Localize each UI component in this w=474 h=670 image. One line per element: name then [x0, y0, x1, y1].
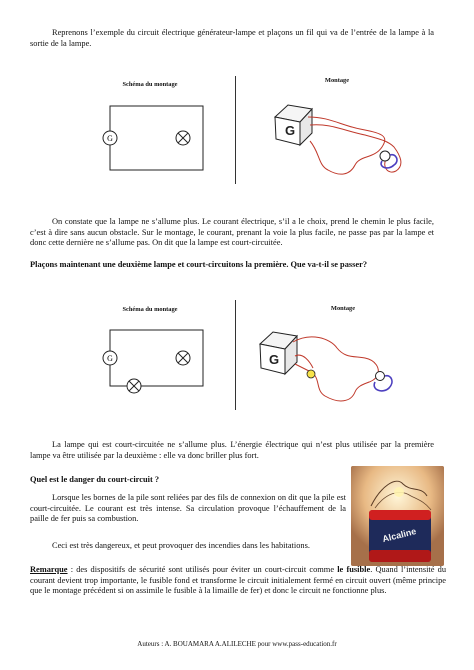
fuse-term: le fusible [337, 565, 371, 574]
fig1-circuit-schematic [90, 100, 220, 180]
fig2-divider [235, 300, 236, 410]
remark-text-after: . Quand l’intensité du courant devient trop importante, le fusible fond et transforme le circuit initialement fermé en circuit ouvert (même principe que le montage précédent si on assimile le fusible à la limaille de fer) et donc le circuit ne fonctionne plus. [30, 565, 447, 596]
fig1-gen-label: G [107, 134, 113, 143]
fig1-divider [235, 76, 236, 184]
battery-shortcircuit-paragraph: Lorsque les bornes de la pile sont reliées par des fils de connexion on dit que la pile est court-circuitée. Le courant est très intense. Sa circulation provoque l’échauffement de la paille de fer puis sa combustion. [30, 493, 346, 524]
second-lamp-explanation: La lampe qui est court-circuitée ne s’allume plus. L’énergie électrique qui n’est plus utilisée par la première lampe va être utilisée par la deuxième : elle va donc briller plus fort. [30, 440, 434, 460]
intro-paragraph: Reprenons l’exemple du circuit électrique générateur-lampe et plaçons un fil qui va de l’entrée de la lampe à la sortie de la lampe. [30, 28, 434, 48]
danger-warning: Ceci est très dangereux, et peut provoquer des incendies dans les habitations. [52, 541, 310, 550]
remark-text-before: : des dispositifs de sécurité sont utilisés pour éviter un court-circuit comme [67, 565, 338, 574]
svg-text:G: G [285, 123, 296, 138]
remark-label: Remarque [30, 565, 68, 574]
fig2-lamp1-symbol [176, 351, 190, 365]
danger-heading: Quel est le danger du court-circuit ? [30, 475, 160, 484]
fig2-montage-drawing [255, 322, 415, 412]
battery-steel-wool-photo [351, 466, 444, 566]
fig2-lamp2-symbol [127, 379, 141, 393]
fig2-circuit-schematic [90, 324, 220, 406]
footer-authors: Auteurs : A. BOUAMARA A.ALILECHE pour www.pass-education.fr [137, 640, 337, 648]
fig2-schema-title: Schéma du montage [122, 306, 178, 313]
svg-text:G: G [269, 352, 280, 367]
fig1-lamp-symbol [176, 131, 190, 145]
battery-brand-label: Alcaline [381, 526, 418, 545]
fig1-montage-drawing [270, 95, 420, 185]
fig2-montage-title: Montage [330, 305, 356, 312]
shortcircuit-explanation: On constate que la lampe ne s’allume plus. Le courant électrique, s’il a le choix, prend le chemin le plus facile, c’est à dire sans aucun obstacle. Sur le montage, le courant, prenant la voie la plus facile, ne passe pas par la lampe et donc cette dernière ne s’allume pas. On dit que la lampe est court-circuitée. [30, 217, 434, 248]
fig2-gen-label: G [107, 354, 113, 363]
fig1-schema-title: Schéma du montage [122, 81, 178, 88]
question-heading: Plaçons maintenant une deuxième lampe et court-circuitons la première. Que va-t-il se passer? [30, 260, 368, 269]
remark-paragraph [30, 565, 446, 597]
fig1-montage-title: Montage [324, 77, 350, 84]
